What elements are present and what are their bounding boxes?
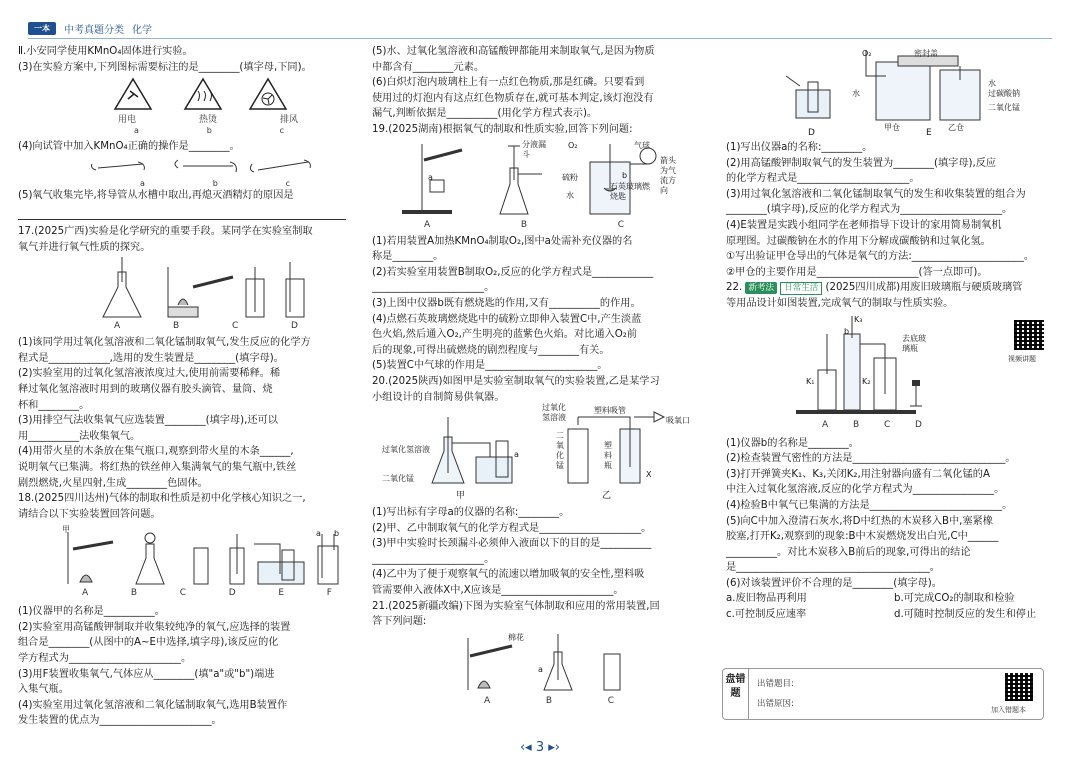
fig-text: K₂ [862,376,871,386]
q20-body: (1)写出标有字母a的仪器的名称:________。 [372,507,570,519]
fig-text: a [538,664,543,674]
option-row [726,607,1062,623]
q19-body: 后的现象,可得出硫燃烧的剧烈程度与________有关。 [372,344,610,356]
electric-warning-icon [115,79,151,109]
fig-text: 水 [852,89,860,98]
fig-label: D [915,419,922,430]
option-a: a.废旧物品再利用 [726,593,807,605]
fig-top-label: 甲 [62,525,70,535]
q22-body: 胶塞,打开K₂,观察到的现象:B中木炭燃烧发出白光,C中______ [726,531,999,543]
q17-body: (1)该同学用过氧化氢溶液和二氧化锰制取氧气,发生反应的化学方 [18,337,311,349]
fig-text: 水 [988,79,996,88]
fig-label: B [545,695,553,706]
q17-body: 说明氧气已集满。将红热的铁丝伸入集满氧气的集气瓶中,铁丝 [18,461,297,473]
fig-text: a [514,450,519,460]
fig-text: 气球 [634,140,650,150]
q22-body: (5)向C中加入澄清石灰水,将D中红热的木炭移入B中,塞紧橡 [726,515,993,527]
fig-text: O₂ [862,49,872,58]
fig-label: B [520,219,528,230]
new-method-tag: 新考法 [745,282,777,294]
fig-text: K₁ [806,376,815,386]
fig-label: B [172,321,180,332]
fig-text: 甲仓 [884,123,900,132]
text-line: 的化学方程式是______________________。 [726,173,920,185]
fig-label: 甲 [456,491,466,502]
column-right [726,44,1062,623]
prev-page-icon[interactable]: ‹◂ [519,740,536,755]
q18-body: (4)实验室用过氧化氢溶液和二氧化锰制取氧气,选用B装置作 [18,699,288,711]
q21-line: 答下列问题: [372,616,427,628]
bottle-d [286,262,304,317]
q18-line: 请结合以下实验装置回答问题。 [18,508,161,520]
q20-body: 管需要伸入液体X中,X应该是______________________。 [372,585,624,597]
error-review-box [722,668,1044,720]
option-letter: b [212,179,218,189]
fig-label: A [822,419,829,430]
q17-body: 释过氧化氢溶液时用到的玻璃仪器有胶头滴管、量筒、烧 [18,383,273,395]
fig-label: D [228,588,236,599]
fig-text: b [622,170,628,180]
fig-text: 过碳酸钠 [988,89,1020,98]
fig-text: 硫粉 [562,172,578,182]
question-q5: (5)氧气收集完毕,将导管从水槽中取出,再熄灭酒精灯的原因是 [18,190,294,202]
q20-body: (2)甲、乙中制取氧气的化学方程式是____________________。 [372,522,652,534]
option-b: b.可完成CO₂的制取和检验 [894,593,1015,605]
q22-body: 是______________________________________。 [726,562,940,574]
text-line: (5)水、过氧化氢溶液和高锰酸钾都能用来制取氧气,是因为物质 [372,46,655,57]
fig-label: C [617,219,624,230]
fig-text: 过氧化氢溶液 [542,403,566,423]
q17-body: 程式是____________,选用的发生装置是________(填字母)。 [18,352,284,364]
q17-body: (2)实验室用的过氧化氢溶液浓度过大,使用前需要稀释。稀 [18,368,281,380]
q19-body: 色火焰,然后通入O₂,产生明亮的蓝紫色火焰。对比通入O₂前 [372,329,637,341]
q20-line: 20.(2025陕西)如图甲是实验室制取氧气的实验装置,乙是某学习 [372,375,660,387]
fig-text: O₂ [568,140,578,150]
q22-body: 中注入过氧化氢溶液,反应的化学方程式为________________。 [726,484,1005,496]
q22-body: __________。对比木炭移入B前后的现象,可得出的结论 [726,546,971,558]
fig-text: 分液漏斗 [522,139,546,159]
q22-body: (4)检验B中氧气已集满的方法是__________________________。 [726,499,1013,511]
text-line: (1)写出仪器a的名称:________。 [726,142,873,153]
series-title: 中考真题分类 [64,24,124,36]
q19-body: (3)上图中仪器b既有燃烧匙的作用,又有__________的作用。 [372,297,641,309]
q21-apparatus-figure [372,632,706,708]
q19-body: (5)装置C中气球的作用是______________________。 [372,360,608,372]
q22-apparatus-figure [726,314,1062,434]
q22-head [726,280,1062,296]
fig-label: E [926,128,932,138]
ventilation-icon [250,79,286,109]
icon-label: 用电 [118,115,137,126]
subject-title: 化学 [132,24,152,36]
apparatus-d [230,534,244,584]
fig-label: C [231,321,239,332]
page-number [0,740,1080,755]
header-divider [28,38,1052,39]
q22-body: (2)检查装置气密性的方法是______________________________。 [726,453,1016,465]
q18-body: 发生装置的优点为______________________。 [18,715,222,727]
q22-head-text: 等用品设计如图装置,完成氧气的制取与性质实验。 [726,297,954,309]
heating-b [168,267,233,317]
apparatus-b [136,533,164,584]
fig-text: 塑料瓶 [604,441,612,471]
q18-body: (3)用F装置收集氧气,气体应从________(填"a"或"b")端进 [18,668,275,680]
fig-label: 乙 [602,491,612,502]
text-line: 中都含有________元素。 [372,61,485,73]
apparatus-jia [432,417,512,483]
fig-text: 二氧化锰 [556,431,564,471]
text-line: 漏气,判断依据是__________(用化学方程式表示)。 [372,108,598,120]
q22-head-text: (2025四川成都)用废旧玻璃瓶与硬质玻璃管 [825,282,1023,294]
icon-letter: b [206,126,212,136]
fig-text: b [844,326,850,336]
review-row-question: 出错题目: [757,679,794,689]
fig-text: a [428,172,433,182]
fig-text: 去底玻璃瓶 [902,333,926,353]
text-line: (3)用过氧化氢溶液和二氧化锰制取氧气的发生和收集装置的组合为 [726,188,1026,200]
review-side-label: 盘错题 [723,669,749,719]
q18-apparatus-figure [18,524,356,602]
q17-body: 用__________法收集氧气。 [18,430,141,442]
fig-label: D [291,321,298,332]
series-logo: 一本 [28,22,56,35]
q18-body: 入集气瓶。 [18,684,69,696]
text-line: (4)E装置是实践小组同学在老师指导下设计的家用简易制氧机 [726,219,1002,231]
apparatus-d [910,380,922,406]
next-page-icon[interactable]: ▸› [548,740,560,755]
fig-label: D [808,128,815,138]
q17-line: 氧气并进行氧气性质的探究。 [18,241,151,253]
fig-label: C [179,588,187,599]
q19-apparatus-figure [372,140,706,232]
fig-label: A [114,321,121,332]
fig-text: 棉花 [508,632,524,642]
fig-text: 过氧化氢溶液 [382,445,430,455]
text-line: ②甲仓的主要作用是____________________(答一点即可)。 [726,266,988,278]
q17-apparatus [18,257,356,321]
apparatus-b [544,634,572,690]
text-line: 原理图。过碳酸钠在水的作用下分解成碳酸钠和过氧化氢。 [726,235,991,247]
fig-label: A [424,219,431,230]
text-line: ①写出验证甲仓导出的气体是氧气的方法:______________________。 [726,251,1035,263]
q17-line: 17.(2025广西)实验是化学研究的重要手段。某同学在实验室制取 [18,225,313,237]
option-c: c.可控制反应速率 [726,609,807,621]
question-number: 22. [726,282,743,294]
answer-line [18,204,346,220]
q22-body: (6)对该装置评价不合理的是________(填字母)。 [726,577,942,589]
fig-text: 箭头为气流方向 [660,155,676,195]
fig-text: 石英玻璃燃烧匙 [610,181,650,201]
q19-body: (1)若用装置A加热KMnO₄制取O₂,图中a处需补充仪器的名 [372,235,633,247]
q17-body: 杯和________。 [18,399,90,411]
fig-text: 水 [566,190,574,200]
fig-text: 密封盖 [914,49,938,58]
text-line: (6)白炽灯泡内玻璃柱上有一点红色物质,那是红磷。只要看到 [372,77,645,89]
error-book-qr-code[interactable] [1005,673,1033,701]
text-line: ________(填字母),反应的化学方程式为____________________。 [726,204,1013,216]
fig-text: X [646,470,652,480]
q17-body: (4)用带火星的木条放在集气瓶口,观察到带火星的木条______, [18,446,294,458]
flask-a [103,257,141,317]
safety-icons-figure [18,77,356,129]
fig-top-label: b [334,529,340,539]
q19-head: 19.(2025湖南)根据氧气的制取和性质实验,回答下列问题: [372,123,633,135]
q20-body: (3)甲中实验时长颈漏斗必须伸入液面以下的目的是__________ [372,538,652,550]
fig-label: A [82,588,89,599]
apparatus-a [818,334,836,410]
text-line: (3)在实验方案中,下列图标需要标注的是________(填字母,下同)。 [18,61,312,73]
q22-apparatus [726,314,1062,424]
fig-label: B [130,588,138,599]
column-middle [372,44,706,710]
q17-body: 剧烈燃烧,火星四射,生成________色固体。 [18,477,208,489]
fig-label: C [607,695,614,706]
option-row [726,591,1062,607]
q19-body: ______________________。 [372,282,495,294]
oxygen-machine-figure [726,46,1062,138]
q20-line: 小组设计的自制简易供氧器。 [372,391,505,403]
column-left [18,44,356,729]
q18-body: 组合是________(从图中的A~E中选择,填字母),该反应的化 [18,637,279,649]
fig-text: 二氧化锰 [382,474,414,484]
fig-label: A [484,695,491,706]
q19-body: 称是________。 [372,251,444,263]
fig-text: 乙仓 [948,123,964,132]
hand-operation-figure [18,156,356,189]
q21-line: 21.(2025新疆改编)下图为实验室气体制取和应用的常用装置,回 [372,600,660,612]
apparatus-c [604,654,620,690]
fig-text: K₃ [854,314,863,324]
apparatus-d [786,76,830,118]
q18-body: (1)仪器甲的名称是__________。 [18,606,165,618]
page-header [28,20,152,36]
icon-label: 热烫 [198,115,217,126]
q18-line: 18.(2025四川达州)气体的制取和性质是初中化学核心知识之一, [18,493,306,505]
option-d: d.可随时控制反应的发生和停止 [894,609,1037,621]
review-row-reason: 出错原因: [757,699,794,709]
q17-body: (3)用排空气法收集氧气应选装置________(填字母),还可以 [18,415,278,427]
video-qr-code[interactable] [1014,320,1044,350]
fig-label: C [883,419,891,430]
text-line: (2)用高锰酸钾制取氧气的发生装置为________(填字母),反应 [726,157,997,169]
apparatus-c [194,548,208,584]
q19-body: (4)点燃石英玻璃燃烧匙中的硫粉立即伸入装置C中,产生淡蓝 [372,313,642,325]
fig-top-label: a [316,529,321,539]
fig-label: F [326,588,332,599]
q20-body: (4)乙中为了便于观察氧气的流速以增加吸氧的安全性,塑料吸 [372,569,645,581]
q18-body: 学方程式为______________________。 [18,653,192,665]
fig-text: 二氧化锰 [988,103,1020,112]
fig-label: E [278,588,285,599]
option-letter: c [285,179,290,189]
q17-apparatus-figure [18,257,356,333]
icon-label: 排风 [279,115,298,126]
question-q4: (4)向试管中加入KMnO₄正确的操作是________。 [18,140,240,152]
q22-body: (3)打开弹簧夹K₁、K₃,关闭K₂,用注射器向盛有二氧化锰的A [726,468,990,480]
q19-body: (2)若实验室用装置B制取O₂,反应的化学方程式是____________ [372,266,654,278]
page-number-value: 3 [535,740,545,755]
option-letter: a [140,179,145,189]
daily-life-tag: 日常生活 [780,282,822,295]
hot-surface-icon [185,79,221,109]
q18-body: (2)实验室用高锰酸钾制取并收集较纯净的氧气,应选择的装置 [18,621,291,633]
bottle-c [246,267,264,317]
icon-letter: a [134,126,139,136]
text-line: 使用过的灯泡内有这点红色物质存在,就可基本判定,该灯泡没有 [372,92,654,104]
test-tube-hands [18,156,356,178]
fig-label: B [852,419,860,430]
apparatus-e [254,544,304,584]
apparatus-a [68,532,113,584]
fig-text: 吸氧口 [666,416,690,426]
q20-body: ______________________。 [372,553,495,565]
text-line: Ⅱ.小安同学使用KMnO₄固体进行实验。 [18,46,193,57]
fig-text: 塑料吸管 [594,406,626,416]
icon-letter: c [279,126,284,136]
warning-triangles [18,77,356,113]
qr-caption: 加入错题本 [991,706,1026,714]
apparatus-a [468,638,512,690]
q20-apparatus-figure [372,403,706,503]
q22-body: (1)仪器b的名称是________。 [726,437,859,449]
qr-caption: 视频讲题 [1008,354,1036,363]
